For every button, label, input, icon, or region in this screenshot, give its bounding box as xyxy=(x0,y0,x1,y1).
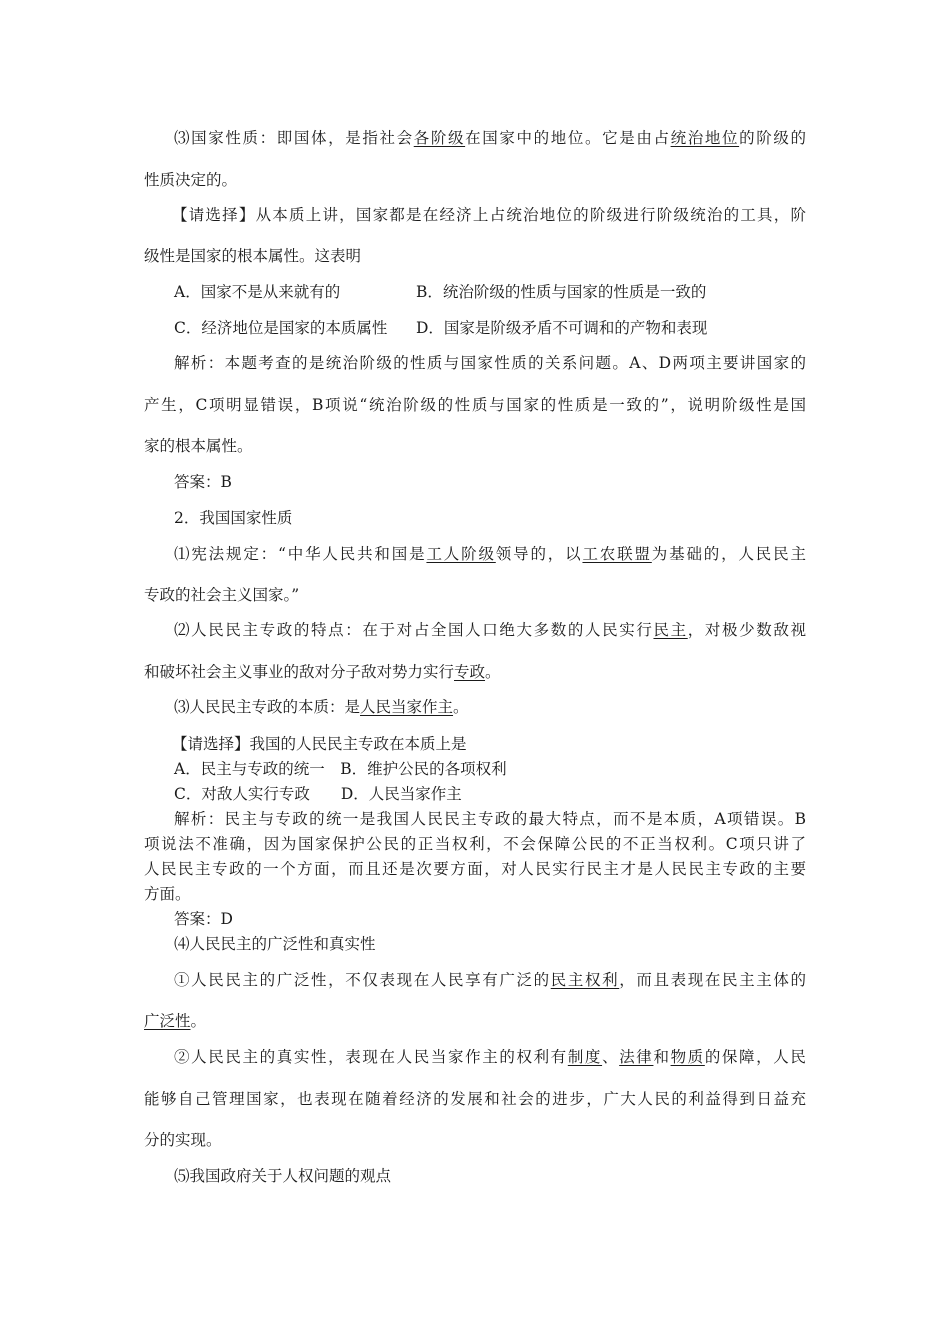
q1-explanation-line1: 解析：本题考查的是统治阶级的性质与国家性质的关系问题。A、D两项主要讲国家的 xyxy=(174,354,806,372)
s1-line2: 专政的社会主义国家。” xyxy=(144,586,300,604)
q1-option-b: B．统治阶级的性质与国家的性质是一致的 xyxy=(416,283,707,301)
sec3-line2: 性质决定的。 xyxy=(144,171,238,189)
section-heading: 2．我国国家性质 xyxy=(174,509,293,527)
q1-option-a: A．国家不是从来就有的 xyxy=(174,283,341,301)
q2-options-cd: C．对敌人实行专政 D．人民当家作主 xyxy=(174,785,462,803)
q2-explanation-line4: 方面。 xyxy=(144,885,191,903)
sec3-line1 xyxy=(174,128,806,148)
q2-answer: 答案：D xyxy=(174,910,233,928)
underlined-term: 人民当家作主 xyxy=(360,698,454,716)
s5-title: ⑸我国政府关于人权问题的观点 xyxy=(174,1167,392,1185)
q2-options-ab: A．民主与专政的统一 B．维护公民的各项权利 xyxy=(174,760,507,778)
q1-stem-line1: 【请选择】从本质上讲，国家都是在经济上占统治地位的阶级进行阶级统治的工具，阶 xyxy=(172,206,806,224)
underlined-term: 工人阶级 xyxy=(426,545,496,563)
underlined-term: 统治地位 xyxy=(670,129,740,147)
q1-explanation-line2: 产生，C项明显错误，B项说“统治阶级的性质与国家的性质是一致的”，说明阶级性是国 xyxy=(144,396,806,414)
q1-stem-line2: 级性是国家的根本属性。这表明 xyxy=(144,247,362,265)
q1-option-c: C．经济地位是国家的本质属性 xyxy=(174,319,388,337)
underlined-term: 各阶级 xyxy=(413,129,466,147)
underlined-term: 工农联盟 xyxy=(582,545,652,563)
s4-p1-line1: ①人民民主的广泛性，不仅表现在人民享有广泛的民主权利，而且表现在民主主体的 xyxy=(174,971,806,989)
q2-stem: 【请选择】我国的人民民主专政在本质上是 xyxy=(172,735,467,753)
underlined-term: 制度 xyxy=(567,1048,603,1066)
s2-line2: 和破坏社会主义事业的敌对分子敌对势力实行专政。 xyxy=(144,663,501,681)
s1-line1: ⑴宪法规定：“中华人民共和国是工人阶级领导的，以工农联盟为基础的，人民民主 xyxy=(174,545,806,563)
q2-explanation-line2: 项说法不准确，因为国家保护公民的正当权利，不会保障公民的不正当权利。C项只讲了 xyxy=(144,835,806,853)
s4-p2-line3: 分的实现。 xyxy=(144,1131,222,1149)
sec3-text: 的阶级的 xyxy=(739,129,806,147)
q1-explanation-line3: 家的根本属性。 xyxy=(144,437,253,455)
q1-option-d: D．国家是阶级矛盾不可调和的产物和表现 xyxy=(416,319,708,337)
q2-explanation-line1: 解析：民主与专政的统一是我国人民民主专政的最大特点，而不是本质，A项错误。B xyxy=(174,810,806,828)
s4-title: ⑷人民民主的广泛性和真实性 xyxy=(174,935,376,953)
q1-answer: 答案：B xyxy=(174,473,232,491)
sec3-text: 在国家中的地位。它是由占 xyxy=(465,129,671,147)
underlined-term: 专政 xyxy=(454,663,486,681)
s4-p2-line2: 能够自己管理国家，也表现在随着经济的发展和社会的进步，广大人民的利益得到日益充 xyxy=(144,1090,806,1108)
underlined-term: 广泛性 xyxy=(144,1012,191,1030)
s4-p1-line2: 广泛性。 xyxy=(144,1012,207,1030)
s3-line: ⑶人民民主专政的本质：是人民当家作主。 xyxy=(174,698,469,716)
q2-explanation-line3: 人民民主专政的一个方面，而且还是次要方面，对人民实行民主才是人民民主专政的主要 xyxy=(144,860,806,878)
s4-p2-line1: ②人民民主的真实性，表现在人民当家作主的权利有制度、法律和物质的保障，人民 xyxy=(174,1048,806,1066)
underlined-term: 法律 xyxy=(619,1048,654,1066)
underlined-term: 民主权利 xyxy=(550,971,620,989)
sec3-text: ⑶国家性质：即国体，是指社会 xyxy=(174,129,414,147)
underlined-term: 物质 xyxy=(670,1048,705,1066)
s2-line1: ⑵人民民主专政的特点：在于对占全国人口绝大多数的人民实行民主，对极少数敌视 xyxy=(174,621,806,639)
underlined-term: 民主 xyxy=(653,621,688,639)
